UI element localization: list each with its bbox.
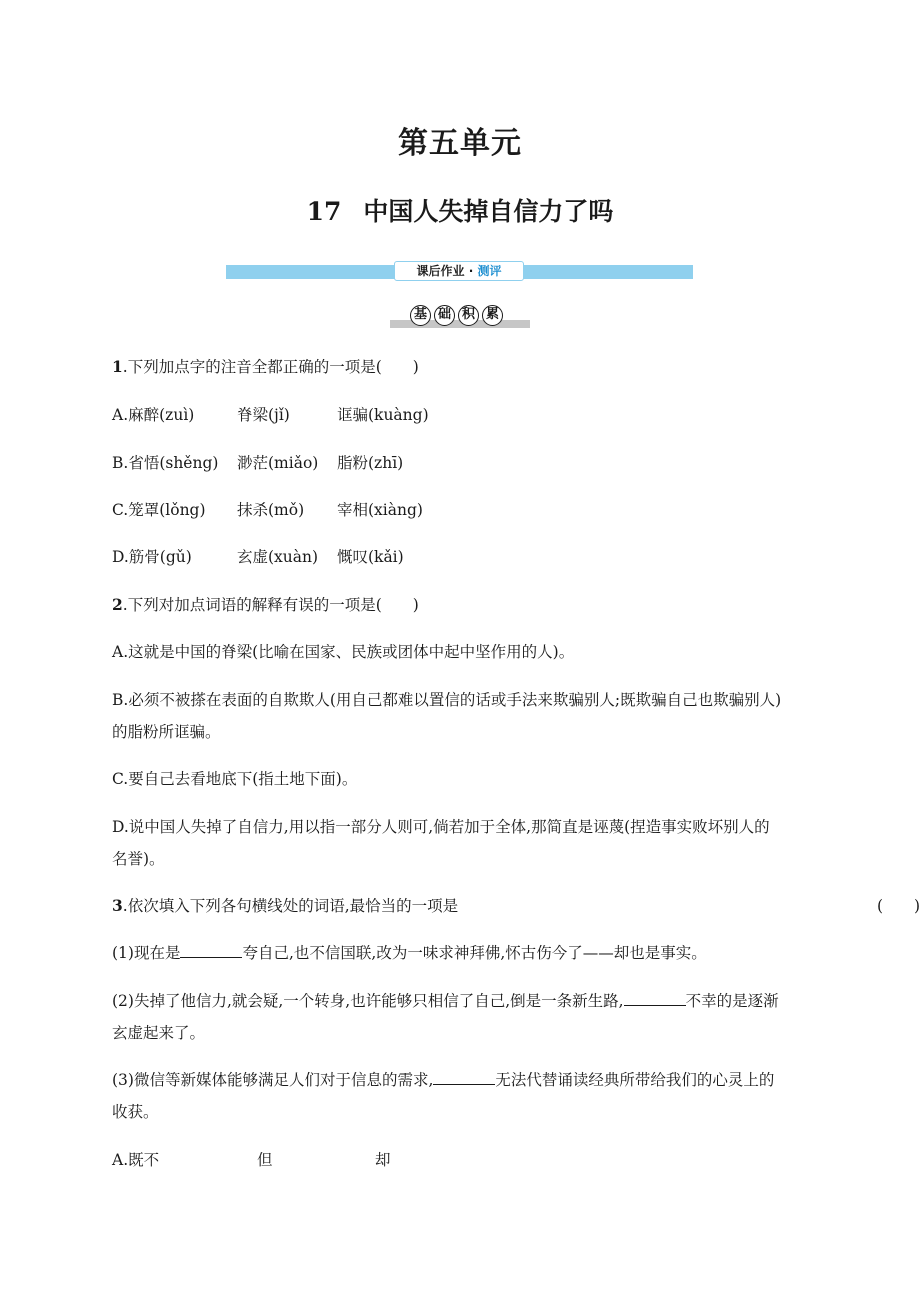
q2-option-a: A.这就是中国的脊梁(比喻在国家、民族或团体中起中坚作用的人)。 xyxy=(112,643,575,661)
section-char: 基 xyxy=(410,305,431,326)
q2-option-b-cont: 的脂粉所诓骗。 xyxy=(112,723,221,741)
q1-option-d xyxy=(112,545,404,567)
option-word: 却 xyxy=(375,1151,391,1169)
sentence-text: 夸自己,也不信国联,改为一味求神拜佛,怀古伤今了——却也是事实。 xyxy=(242,944,707,962)
section-char: 积 xyxy=(458,305,479,326)
fill-blank xyxy=(433,1070,495,1085)
option-word: 脊梁(jǐ) xyxy=(237,406,290,424)
option-word: A.既不 xyxy=(112,1151,160,1169)
q2-option-c: C.要自己去看地底下(指土地下面)。 xyxy=(112,770,358,788)
fill-blank xyxy=(180,943,242,958)
banner-label-accent: 测评 xyxy=(477,264,502,278)
option-word: C.笼罩(lǒng) xyxy=(112,501,206,519)
lesson-name: 中国人失掉自信力了吗 xyxy=(363,197,614,226)
banner-label-main: 课后作业 · xyxy=(416,264,478,278)
q2-option-d: D.说中国人失掉了自信力,用以指一部分人则可,倘若加于全体,那简直是诬蔑(捏造事实败坏别人的 xyxy=(112,818,770,836)
lesson-number: 17 xyxy=(306,197,342,226)
q2-text: .下列对加点词语的解释有误的一项是( ) xyxy=(122,596,419,614)
section-char: 础 xyxy=(434,305,455,326)
sentence-text: 不幸的是逐渐 xyxy=(685,992,779,1010)
answer-paren: ( ) xyxy=(877,897,920,915)
q1-option-b xyxy=(112,451,404,473)
q1-text: .下列加点字的注音全都正确的一项是( ) xyxy=(122,358,419,376)
q3-sentence-3-cont: 收获。 xyxy=(112,1103,159,1121)
q2-stem xyxy=(112,593,419,615)
sentence-text: 无法代替诵读经典所带给我们的心灵上的 xyxy=(495,1071,775,1089)
section-char: 累 xyxy=(482,305,503,326)
q1-stem xyxy=(112,355,419,377)
option-word: 宰相(xiàng) xyxy=(337,501,423,519)
q3-sentence-2-cont: 玄虚起来了。 xyxy=(112,1024,206,1042)
unit-title: 第五单元 xyxy=(398,126,522,161)
q1-option-c xyxy=(112,498,423,520)
q3-text: .依次填入下列各句横线处的词语,最恰当的一项是 xyxy=(122,897,459,915)
q3-stem xyxy=(112,894,920,916)
q1-number: 1 xyxy=(112,357,123,376)
fill-blank xyxy=(624,991,686,1006)
banner-label xyxy=(394,261,524,281)
q2-option-d-cont: 名誉)。 xyxy=(112,850,165,868)
sentence-text: (3)微信等新媒体能够满足人们对于信息的需求, xyxy=(112,1071,434,1089)
q2-number: 2 xyxy=(112,595,123,614)
q1-option-a xyxy=(112,403,429,425)
sentence-text: (2)失掉了他信力,就会疑,一个转身,也许能够只相信了自己,倒是一条新生路, xyxy=(112,992,624,1010)
option-word: 渺茫(miǎo) xyxy=(237,454,319,472)
option-word: A.麻醉(zuì) xyxy=(112,406,195,424)
q3-sentence-2 xyxy=(112,989,779,1011)
option-word: 玄虚(xuàn) xyxy=(237,548,319,566)
q3-sentence-3 xyxy=(112,1068,774,1090)
option-word: B.省悟(shěng) xyxy=(112,454,219,472)
option-word: 但 xyxy=(257,1151,273,1169)
q3-option-a xyxy=(112,1148,391,1170)
lesson-title xyxy=(0,192,920,228)
section-heading xyxy=(390,305,530,327)
sentence-text: (1)现在是 xyxy=(112,944,181,962)
option-word: D.筋骨(gǔ) xyxy=(112,548,192,566)
q2-option-b: B.必须不被搽在表面的自欺欺人(用自己都难以置信的话或手法来欺骗别人;既欺骗自己也欺骗别人) xyxy=(112,691,782,709)
q3-number: 3 xyxy=(112,896,123,915)
q3-sentence-1 xyxy=(112,941,707,963)
option-word: 诓骗(kuàng) xyxy=(337,406,429,424)
homework-banner xyxy=(226,265,693,279)
option-word: 抹杀(mǒ) xyxy=(237,501,305,519)
option-word: 慨叹(kǎi) xyxy=(337,548,404,566)
option-word: 脂粉(zhī) xyxy=(337,454,404,472)
